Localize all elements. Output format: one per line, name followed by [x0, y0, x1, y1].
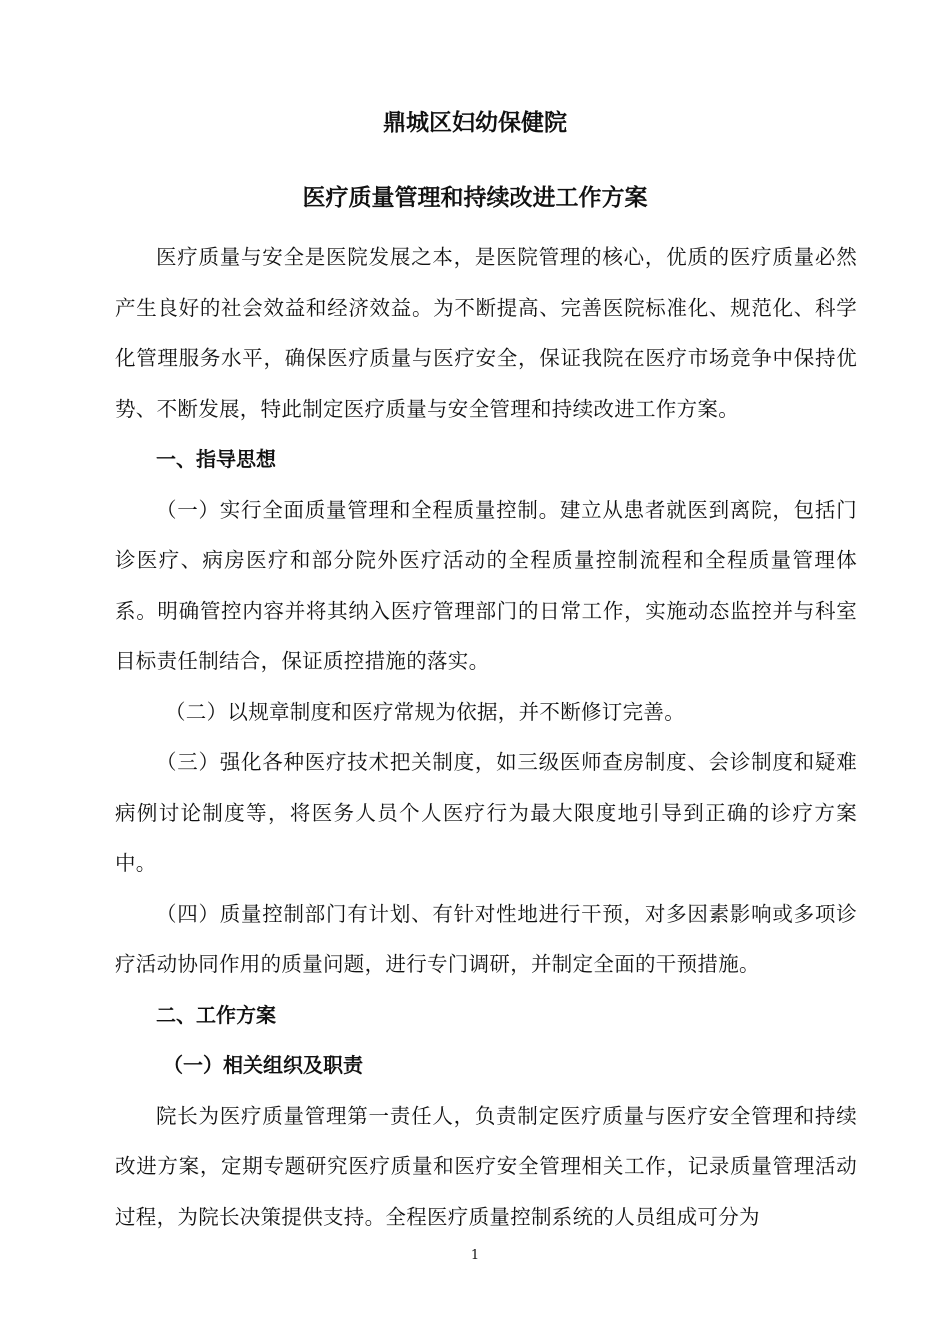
guiding-item-1: （一）实行全面质量管理和全程质量控制。建立从患者就医到离院，包括门诊医疗、病房医疗和部分院外医疗活动的全程质量控制流程和全程质量管理体系。明确管控内容并将其纳入医疗管理部门的日常工作，实施动态监控并与科室目标责任制结合，保证质控措施的落实。 [115, 497, 857, 673]
guiding-item-2: （二）以规章制度和医疗常规为依据，并不断修订完善。 [165, 699, 685, 724]
page-number: 1 [470, 1248, 480, 1263]
subsection-heading-organization: （一）相关组织及职责 [163, 1053, 363, 1077]
guiding-item-4: （四）质量控制部门有计划、有针对性地进行干预，对多因素影响或多项诊疗活动协同作用的质量问题，进行专门调研，并制定全面的干预措施。 [115, 901, 857, 976]
organization-paragraph: 院长为医疗质量管理第一责任人，负责制定医疗质量与医疗安全管理和持续改进方案，定期专题研究医疗质量和医疗安全管理相关工作，记录质量管理活动过程，为院长决策提供支持。全程医疗质量控制系统的人员组成可分为 [115, 1103, 857, 1229]
document-body [115, 232, 857, 1242]
guiding-item-3: （三）强化各种医疗技术把关制度，如三级医师查房制度、会诊制度和疑难病例讨论制度等，将医务人员个人医疗行为最大限度地引导到正确的诊疗方案中。 [115, 750, 857, 875]
document-title: 医疗质量管理和持续改进工作方案 [302, 185, 648, 211]
intro-paragraph: 医疗质量与安全是医院发展之本，是医院管理的核心，优质的医疗质量必然产生良好的社会效益和经济效益。为不断提高、完善医院标准化、规范化、科学化管理服务水平，确保医疗质量与医疗安全，保证我院在医疗市场竞争中保持优势、不断发展，特此制定医疗质量与安全管理和持续改进工作方案。 [115, 245, 857, 421]
section-heading-work-plan: 二、工作方案 [156, 1002, 276, 1027]
section-heading-guiding-ideology: 一、指导思想 [156, 447, 276, 471]
org-title: 鼎城区妇幼保健院 [383, 110, 567, 136]
